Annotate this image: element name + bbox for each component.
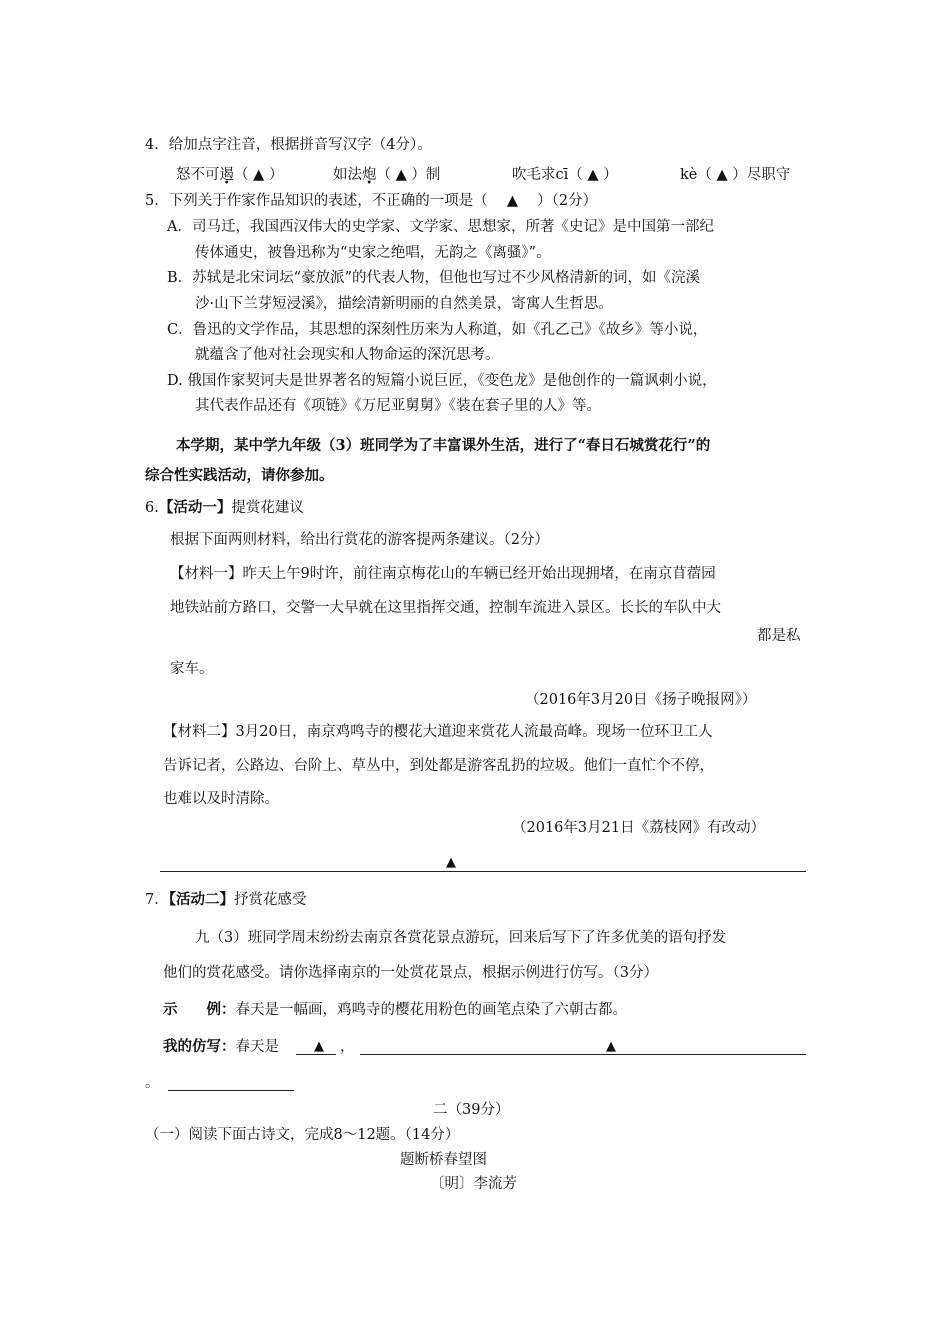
q4-item-1-blank: （ ▲ ） (234, 167, 284, 183)
q6-heading (145, 498, 304, 518)
q7-number: 7． (145, 892, 169, 908)
q5-title: 5．下列关于作家作品知识的表述，不正确的一项是（ ▲ ）（2分） (145, 193, 598, 209)
q7-comma: ， (340, 1039, 355, 1055)
q7-activity-tag: 【活动二】 (168, 891, 234, 908)
q5-option-a-line2: 传体通史，被鲁迅称为“史家之绝唱，无韵之《离骚》”。 (195, 245, 551, 261)
q7-body-line2: 他们的赏花感受。请你选择南京的一处赏花景点，根据示例进行仿写。（3分） (163, 965, 658, 981)
q7-period: 。 (145, 1075, 160, 1091)
q6-instruction: 根据下面两则材料，给出行赏花的游客提两条建议。（2分） (170, 532, 549, 548)
q4-item-2 (333, 165, 440, 185)
material2-line1: 【材料二】3月20日，南京鸡鸣寺的樱花大道迎来赏花人流最高峰。现场一位环卫工人 (163, 724, 713, 740)
q7-my-imitation (163, 1037, 279, 1057)
q4-item-1 (176, 165, 283, 185)
material1-line4: 家车。 (170, 661, 214, 677)
q6-number: 6. (145, 500, 159, 516)
material2-line2: 告诉记者，公路边、台阶上、草丛中，到处都是游客乱扔的垃圾。他们一直忙个不停， (163, 758, 714, 774)
material1-line1: 【材料一】昨天上午9时许，前往南京梅花山的车辆已经开始出现拥堵，在南京苜蓿园 (170, 566, 716, 582)
section2-subheader: （一）阅读下面古诗文，完成8～12题。（14分） (145, 1127, 460, 1143)
q7-example-text: 春天是一幅画，鸡鸣寺的樱花用粉色的画笔点染了六朝古都。 (235, 1002, 627, 1018)
material1-line2: 地铁站前方路口，交警一大早就在这里指挥交通，控制车流进入景区。长长的车队中大 (170, 600, 721, 616)
q7-body-line1: 九（3）班同学周末纷纷去南京各赏花景点游玩，回来后写下了许多优美的语句抒发 (195, 930, 727, 946)
q7-example-label: 示 例： (163, 1001, 236, 1018)
q7-blank1-marker: ▲ (314, 1039, 324, 1054)
material2-source: （2016年3月21日《荔枝网》有改动） (512, 820, 766, 836)
activity-intro-line2: 综合性实践活动，请你参加。 (145, 467, 334, 484)
q5-option-a-line1: A．司马迁，我国西汉伟大的史学家、文学家、思想家，所著《史记》是中国第一部纪 (167, 219, 714, 235)
q5-option-b-line1: B．苏轼是北宋词坛“豪放派”的代表人物，但他也写过不少风格清新的词，如《浣溪 (167, 270, 700, 286)
q4-item-1-dotted-char: 遏 (219, 167, 234, 183)
q4-item-3: 吹毛求cī（ ▲ ） (512, 167, 618, 183)
poem-author: 〔明〕李流芳 (430, 1176, 517, 1192)
q6-answer-marker: ▲ (446, 855, 456, 870)
q7-my-prefix: 春天是 (235, 1039, 279, 1055)
q4-item-2-prefix: 如法 (333, 167, 362, 183)
q5-option-d-line2: 其代表作品还有《项链》《万尼亚舅舅》《装在套子里的人》等。 (195, 398, 601, 414)
q7-blank2-marker: ▲ (606, 1039, 616, 1054)
material1-line3: 都是私 (757, 628, 801, 644)
q4-item-1-prefix: 怒不可 (176, 167, 220, 183)
activity-intro-line1: 本学期，某中学九年级（3）班同学为了丰富课外生活，进行了“春日石城赏花行”的 (176, 437, 711, 454)
q6-answer-line[interactable] (160, 871, 806, 872)
q5-option-c-line1: C．鲁迅的文学作品，其思想的深刻性历来为人称道，如《孔乙己》《故乡》等小说， (167, 322, 708, 338)
q7-blank3-line[interactable] (168, 1090, 294, 1091)
q7-blank2-line[interactable] (360, 1054, 806, 1055)
q4-item-2-blank: （ ▲ ）制 (376, 167, 441, 183)
q6-activity-tag: 【活动一】 (158, 499, 232, 516)
q4-item-2-dotted-char: 炮 (362, 167, 377, 183)
q6-title: 提赏花建议 (231, 500, 304, 516)
q7-heading (145, 890, 306, 910)
material2-line3: 也难以及时清除。 (163, 791, 279, 807)
q7-blank1-line[interactable] (296, 1054, 336, 1055)
q5-option-d-line1: D. 俄国作家契诃夫是世界著名的短篇小说巨匠，《变色龙》是他创作的一篇讽刺小说， (167, 373, 717, 389)
material1-source: （2016年3月20日《扬子晚报网》） (525, 692, 757, 708)
q4-item-4: kè（ ▲ ）尽职守 (680, 167, 791, 183)
section2-header: 二（39分） (433, 1102, 510, 1118)
q7-title: 抒赏花感受 (233, 892, 307, 908)
q4-title: 4．给加点字注音，根据拼音写汉字（4分）。 (145, 137, 432, 153)
q7-example (163, 1000, 627, 1020)
q5-option-c-line2: 就蕴含了他对社会现实和人物命运的深沉思考。 (195, 347, 500, 363)
q5-option-b-line2: 沙·山下兰芽短浸溪》，描绘清新明丽的自然美景，寄寓人生哲思。 (195, 296, 613, 312)
poem-title: 题断桥春望图 (400, 1152, 487, 1168)
q7-my-label: 我的仿写： (163, 1038, 236, 1055)
